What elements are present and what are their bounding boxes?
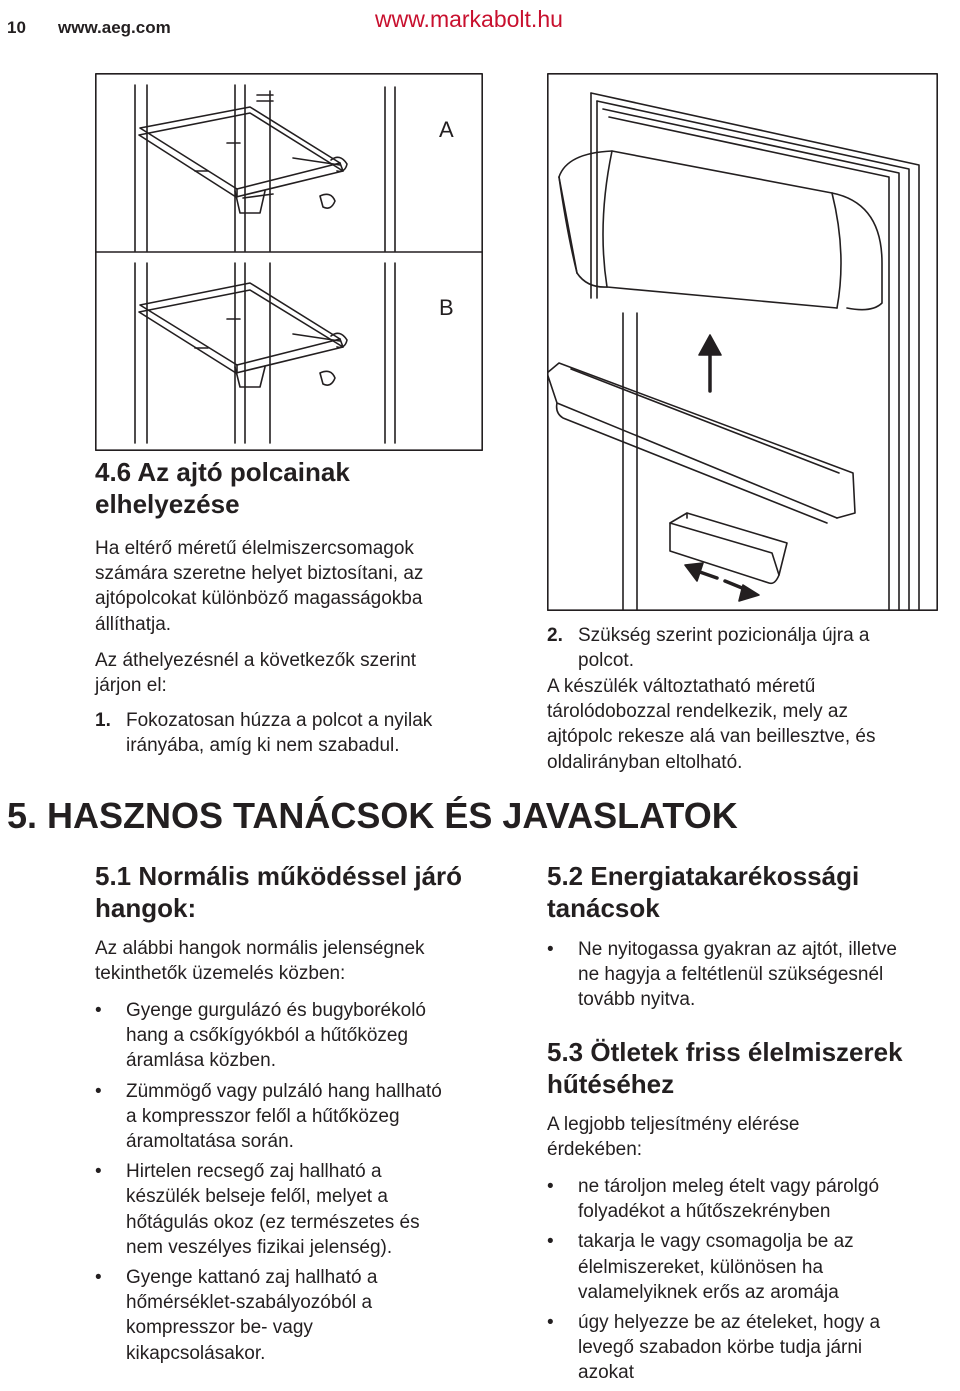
list-item [547,1229,957,1305]
step-number: 1. [95,710,111,731]
step-number: 2. [547,625,563,646]
section-5-3-intro [547,1112,957,1162]
step-line: Fokozatosan húzza a polcot a nyilak [126,710,433,731]
section-5-2-title-line2: tanácsok [547,893,660,923]
section-5-3-bullet-list [547,1174,957,1386]
list-item-line: hőtágulás okoz (ez természetes és [126,1211,420,1233]
list-item-line: azokat [578,1362,634,1384]
list-item-line: ne tároljon meleg ételt vagy párolgó [578,1176,880,1197]
bullet-icon: • [547,1176,554,1197]
step-line: Szükség szerint pozicionálja újra a [578,625,870,646]
panel-a-shelf [135,85,395,251]
step-line: irányába, amíg ki nem szabadul. [126,735,400,757]
note-line: oldalirányban eltolható. [547,751,743,773]
bullet-icon: • [95,1161,102,1183]
list-item-line: valamelyiknek erős az aromája [578,1281,839,1303]
bullet-icon: • [95,1267,102,1289]
section-5-1-bullet-list [95,998,535,1366]
note-line: ajtópolc rekesze alá van beillesztve, és [547,726,876,748]
door-shelf-illustration [547,73,938,611]
list-item-line: áramoltatása során. [126,1131,294,1153]
list-item-line: Zümmögő vagy pulzáló hang hallható [126,1080,442,1102]
step-2 [547,623,952,673]
list-item [547,937,957,1013]
list-item-line: Hirtelen recsegő zaj hallható a [126,1161,382,1183]
list-item-line: úgy helyezze be az ételeket, hogy a [578,1312,881,1334]
bullet-icon: • [95,1000,102,1021]
para-line: számára szeretne helyet biztosítani, az [95,563,424,585]
note-line: A készülék változtatható méretű [547,676,816,697]
list-item [547,1310,957,1386]
step-line: polcot. [578,650,634,672]
bullet-icon: • [547,1312,554,1334]
section-4-6-title-line1: 4.6 Az ajtó polcainak [95,457,350,487]
section-4-6-title-line2: elhelyezése [95,489,240,519]
list-item [95,1159,535,1260]
list-item [95,1079,535,1155]
list-item-line: Ne nyitogassa gyakran az ajtót, illetve [578,939,897,960]
section-5-1-title-line2: hangok: [95,893,197,923]
list-item-line: Gyenge kattanó zaj hallható a [126,1267,378,1289]
para-line: Ha eltérő méretű élelmiszercsomagok [95,538,414,559]
list-item-line: kompresszor be- vagy [126,1317,313,1339]
list-item-line: nem veszélyes fizikai jelenség). [126,1236,393,1258]
section-5-2-bullet-list [547,937,957,1013]
list-item-line: takarja le vagy csomagolja be az [578,1231,854,1253]
chapter-5-title: 5. HASZNOS TANÁCSOK ÉS JAVASLATOK [7,795,738,836]
section-5-3-title-line1: 5.3 Ötletek friss élelmiszerek [547,1037,903,1067]
list-item-line: áramlása közben. [126,1050,276,1072]
section-4-6-note [547,674,952,775]
note-line: tárolódobozzal rendelkezik, mely az [547,701,848,723]
para-line: Az áthelyezésnél a következők szerint [95,650,417,671]
list-item [95,998,535,1074]
website-link[interactable]: www.aeg.com [58,18,171,37]
intro-line: Az alábbi hangok normális jelenségnek [95,938,425,959]
para-line: állíthatja. [95,613,172,635]
section-5-1-intro [95,936,535,986]
list-item-line: ne hagyja a feltétlenül szükségesnél [578,964,884,986]
panel-b-shelf [135,263,395,443]
para-line: járjon el: [95,675,167,697]
para-line: ajtópolcokat különböző magasságokba [95,588,423,610]
list-item-line: folyadékot a hűtőszekrényben [578,1201,831,1223]
page-number: 10 [7,18,26,37]
list-item-line: tovább nyitva. [578,989,696,1011]
intro-line: tekinthetők üzemelés közben: [95,963,346,985]
bullet-icon: • [547,939,554,960]
intro-line: A legjobb teljesítmény elérése [547,1114,800,1135]
label-b: B [439,295,454,320]
step-1 [95,708,535,758]
list-item-line: Gyenge gurgulázó és bugyborékoló [126,1000,426,1021]
list-item-line: kikapcsolásakor. [126,1342,266,1364]
shelf-illustration [95,73,483,451]
list-item-line: élelmiszereket, különösen ha [578,1256,824,1278]
list-item-line: készülék belseje felől, melyet a [126,1186,388,1208]
list-item-line: levegő szabadon körbe tudja járni [578,1337,863,1359]
list-item-line: hőmérséklet-szabályozóból a [126,1292,373,1314]
list-item-line: hang a csőkígyókból a hűtőközeg [126,1025,409,1047]
bullet-icon: • [547,1231,554,1253]
section-4-6-para2 [95,648,535,698]
list-item [547,1174,957,1224]
bullet-icon: • [95,1080,102,1102]
section-5-1-title-line1: 5.1 Normális működéssel járó [95,861,463,891]
intro-line: érdekében: [547,1139,643,1161]
section-5-2-title-line1: 5.2 Energiatakarékossági [547,861,860,891]
label-a: A [439,117,454,142]
section-4-6-para1 [95,536,535,637]
section-5-3-title-line2: hűtéséhez [547,1069,675,1099]
shop-url-watermark[interactable]: www.markabolt.hu [375,6,563,32]
list-item [95,1265,535,1366]
list-item-line: a kompresszor felől a hűtőközeg [126,1105,400,1127]
